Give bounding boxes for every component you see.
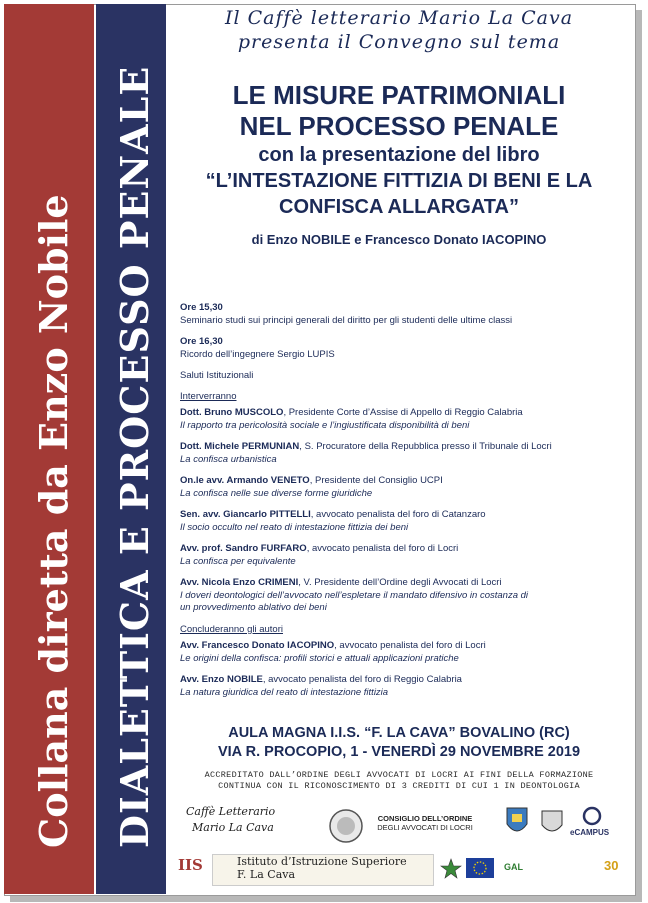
speaker-topic: La confisca nelle sue diverse forme giuridiche [180, 487, 373, 499]
speaker-role: , avvocato penalista del foro di Catanzaro [310, 509, 486, 520]
speaker-entry [180, 407, 620, 432]
program-slot [180, 302, 620, 327]
author-topic: Le origini della confisca: profili storici e attuali applicazioni pratiche [180, 652, 459, 664]
speaker-role: , S. Procuratore della Repubblica presso il Tribunale di Locri [299, 441, 552, 452]
book-title-line2: CONFISCA ALLARGATA” [279, 196, 519, 218]
presents-line: presenta il Convegno sul tema [237, 31, 561, 53]
venue-line2: VIA R. PROCOPIO, 1 - VENERDÌ 29 NOVEMBRE 2019 [217, 744, 581, 760]
main-title-line1: LE MISURE PATRIMONIALI [232, 80, 566, 110]
region-crest-icon [540, 808, 564, 838]
speaker-role: , avvocato penalista del foro di Locri [306, 543, 459, 554]
program-slot [180, 336, 620, 361]
book-title-line1: “L’INTESTAZIONE FITTIZIA DI BENI E LA [205, 170, 593, 192]
italian-republic-emblem-icon [440, 858, 462, 880]
logo-row-bottom [178, 852, 628, 888]
author-entry [180, 674, 620, 699]
speaker-name: Avv. prof. Sandro FURFARO [180, 543, 307, 554]
header-block [172, 6, 626, 247]
author-topic: La natura giuridica del reato di intestazione fittizia [180, 686, 389, 698]
program [180, 302, 620, 708]
speaker-topic-continued: un provvedimento ablativo dei beni [180, 602, 327, 613]
slot-description: Ricordo dell’ingegnere Sergio LUPIS [180, 348, 335, 360]
caffe-letterario-signature: Caffè Letterario Mario La Cava [186, 805, 276, 834]
book-intro: con la presentazione del libro [258, 144, 540, 166]
municipal-crest-icon [504, 804, 530, 840]
speaker-entry [180, 577, 620, 615]
conclusions-heading: Concluderanno gli autori [180, 623, 283, 635]
accreditation-line2: CONTINUA CON IL RICONOSCIMENTO DI 3 CREDITI DI CUI 1 IN DEONTOLOGIA [218, 781, 580, 791]
author-role: , avvocato penalista del foro di Reggio Calabria [262, 674, 462, 685]
organizer-line: Il Caffè letterario Mario La Cava [224, 7, 574, 29]
speaker-name: Avv. Nicola Enzo CRIMENI [180, 577, 299, 588]
speaker-topic: La confisca per equivalente [180, 555, 296, 567]
author-role: , avvocato penalista del foro di Locri [334, 640, 486, 651]
author-name: Avv. Francesco Donato IACOPINO [180, 640, 335, 651]
book-authors: di Enzo NOBILE e Francesco Donato IACOPINO [251, 232, 547, 247]
greetings-label: Saluti Istituzionali [180, 370, 254, 381]
venue-line1: AULA MAGNA I.I.S. “F. LA CAVA” BOVALINO (RC) [228, 725, 570, 741]
slot-description: Seminario studi sui principi generali del diritto per gli studenti delle ultime classi [180, 314, 513, 326]
main-title-line2: NEL PROCESSO PENALE [239, 111, 559, 141]
speaker-topic: Il rapporto tra pericolosità sociale e l’ingiustificata disponibilità di beni [180, 419, 470, 431]
speaker-name: On.le avv. Armando VENETO [180, 475, 310, 486]
speaker-topic: La confisca urbanistica [180, 453, 277, 465]
anniversary-30-logo: 30 [604, 858, 619, 873]
iis-logo: IIS [178, 856, 203, 874]
speaker-entry [180, 509, 620, 534]
bar-association-seal-icon [328, 808, 364, 844]
logo-row-top [178, 800, 628, 850]
institute-banner: Istituto d’Istruzione Superiore F. La Cava [212, 854, 434, 886]
speaker-role: , Presidente del Consiglio UCPI [309, 475, 443, 486]
speaker-role: , Presidente Corte d’Assise di Appello di Reggio Calabria [283, 407, 523, 418]
eu-flag-icon [466, 858, 494, 878]
speaker-role: , V. Presidente dell’Ordine degli Avvocati di Locri [298, 577, 502, 588]
speaker-topic: I doveri deontologici dell’avvocato nell’espletare il mandato difensivo in costanza di [180, 589, 529, 601]
series-editor-vertical-text: Collana diretta da Enzo Nobile [31, 194, 76, 848]
speaker-name: Dott. Bruno MUSCOLO [180, 407, 284, 418]
series-name-vertical-text: DIALETTICA E PROCESSO PENALE [112, 65, 157, 848]
speakers-heading: Interverranno [180, 390, 237, 402]
author-entry [180, 640, 620, 665]
accreditation-note [172, 770, 626, 792]
speaker-entry [180, 543, 620, 568]
speaker-topic: Il socio occulto nel reato di intestazione fittizia dei beni [180, 521, 409, 533]
ecampus-logo-icon [582, 806, 602, 826]
slot-time: Ore 16,30 [180, 336, 223, 347]
slot-time: Ore 15,30 [180, 302, 223, 313]
speaker-entry [180, 475, 620, 500]
ecampus-label: eCAMPUS [570, 828, 610, 837]
author-name: Avv. Enzo NOBILE [180, 674, 263, 685]
bar-association-logo-text: CONSIGLIO DELL’ORDINE DEGLI AVVOCATI DI LOCRI [377, 814, 473, 832]
accreditation-line1: ACCREDITATO DALL’ORDINE DEGLI AVVOCATI DI LOCRI AI FINI DELLA FORMAZIONE [204, 770, 594, 780]
speaker-name: Sen. avv. Giancarlo PITTELLI [180, 509, 311, 520]
speaker-name: Dott. Michele PERMUNIAN [180, 441, 300, 452]
speaker-entry [180, 441, 620, 466]
venue-block [172, 724, 626, 762]
gal-logo: GAL [504, 862, 523, 872]
